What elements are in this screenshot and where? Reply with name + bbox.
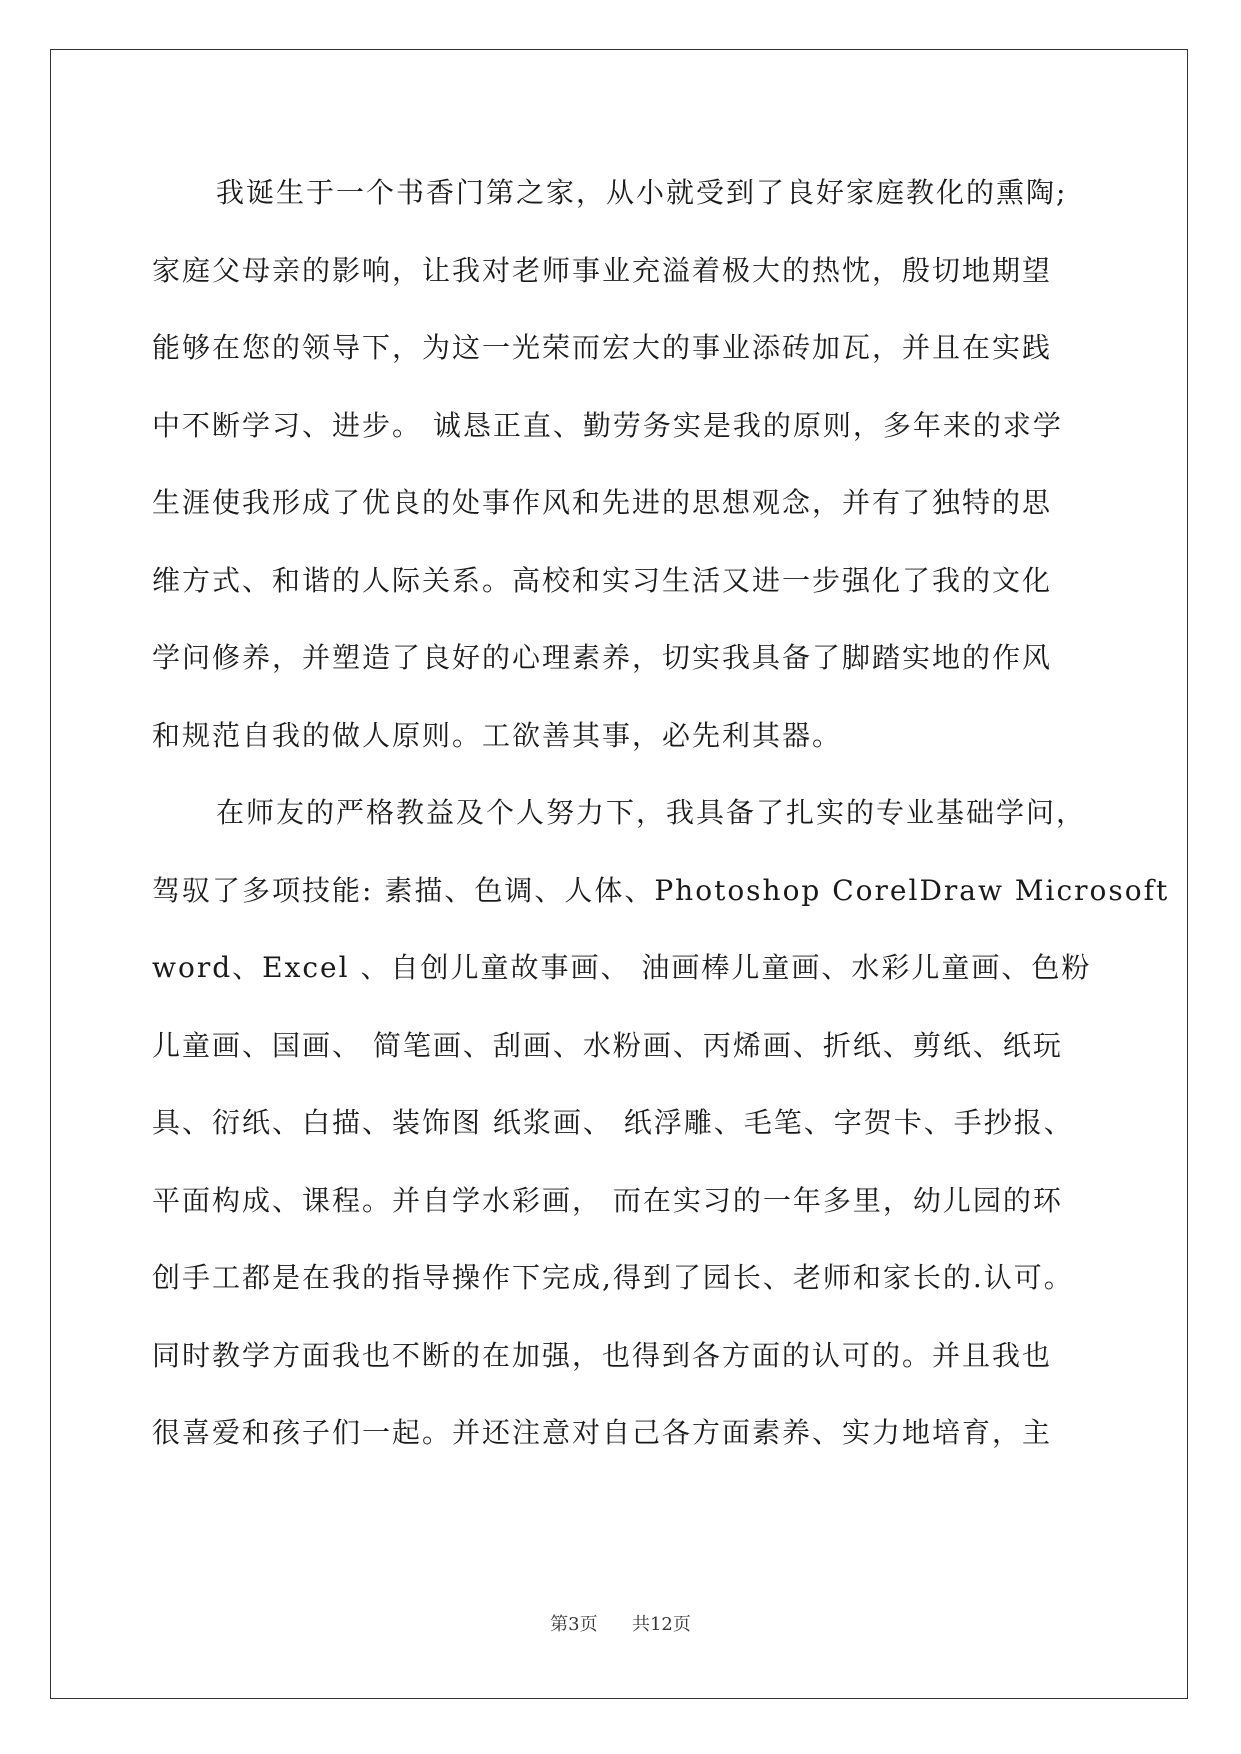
paragraph-2 — [152, 774, 1170, 1472]
text-line: 驾驭了多项技能: 素描、色调、人体、Photoshop CorelDraw Microsoft — [152, 873, 1170, 907]
text-line: 中不断学习、进步。 诚恳正直、勤劳务实是我的原则，多年来的求学 — [152, 408, 1063, 442]
text-line: 生涯使我形成了优良的处事作风和先进的思想观念，并有了独特的思 — [152, 486, 1053, 519]
text-line: 能够在您的领导下，为这一光荣而宏大的事业添砖加瓦，并且在实践 — [152, 331, 1053, 364]
text-line: 学问修养，并塑造了良好的心理素养，切实我具备了脚踏实地的作风 — [152, 641, 1053, 674]
text-line: 维方式、和谐的人际关系。高校和实习生活又进一步强化了我的文化 — [152, 563, 1053, 597]
text-line: 同时教学方面我也不断的在加强，也得到各方面的认可的。并且我也 — [152, 1338, 1053, 1372]
text-line: 很喜爱和孩子们一起。并还注意对自己各方面素养、实力地培育，主 — [152, 1416, 1053, 1449]
text-line: 具、衍纸、白描、装饰图 纸浆画、 纸浮雕、毛笔、字贺卡、手抄报、 — [152, 1106, 1074, 1139]
text-line: 在师友的严格教益及个人努力下，我具备了扎实的专业基础学问， — [216, 796, 1087, 829]
text-line: word、Excel 、自创儿童故事画、 油画棒儿童画、水彩儿童画、色粉 — [152, 951, 1092, 984]
text-line: 和规范自我的做人原则。工欲善其事，必先利其器。 — [152, 718, 843, 752]
page-total: 共12页 — [631, 1614, 691, 1635]
page-number: 第3页 — [550, 1614, 598, 1635]
document-body — [152, 154, 1170, 1472]
text-line: 我诞生于一个书香门第之家，从小就受到了良好家庭教化的熏陶; — [216, 176, 1068, 209]
paragraph-1 — [152, 154, 1092, 774]
text-line: 儿童画、国画、 简笔画、刮画、水粉画、丙烯画、折纸、剪纸、纸玩 — [152, 1028, 1063, 1062]
text-line: 平面构成、课程。并自学水彩画， 而在实习的一年多里，幼儿园的环 — [152, 1183, 1063, 1217]
text-line: 创手工都是在我的指导操作下完成,得到了园长、老师和家长的.认可。 — [152, 1261, 1074, 1294]
page-footer — [0, 1610, 1241, 1636]
text-line: 家庭父母亲的影响，让我对老师事业充溢着极大的热忱，殷切地期望 — [152, 253, 1053, 287]
